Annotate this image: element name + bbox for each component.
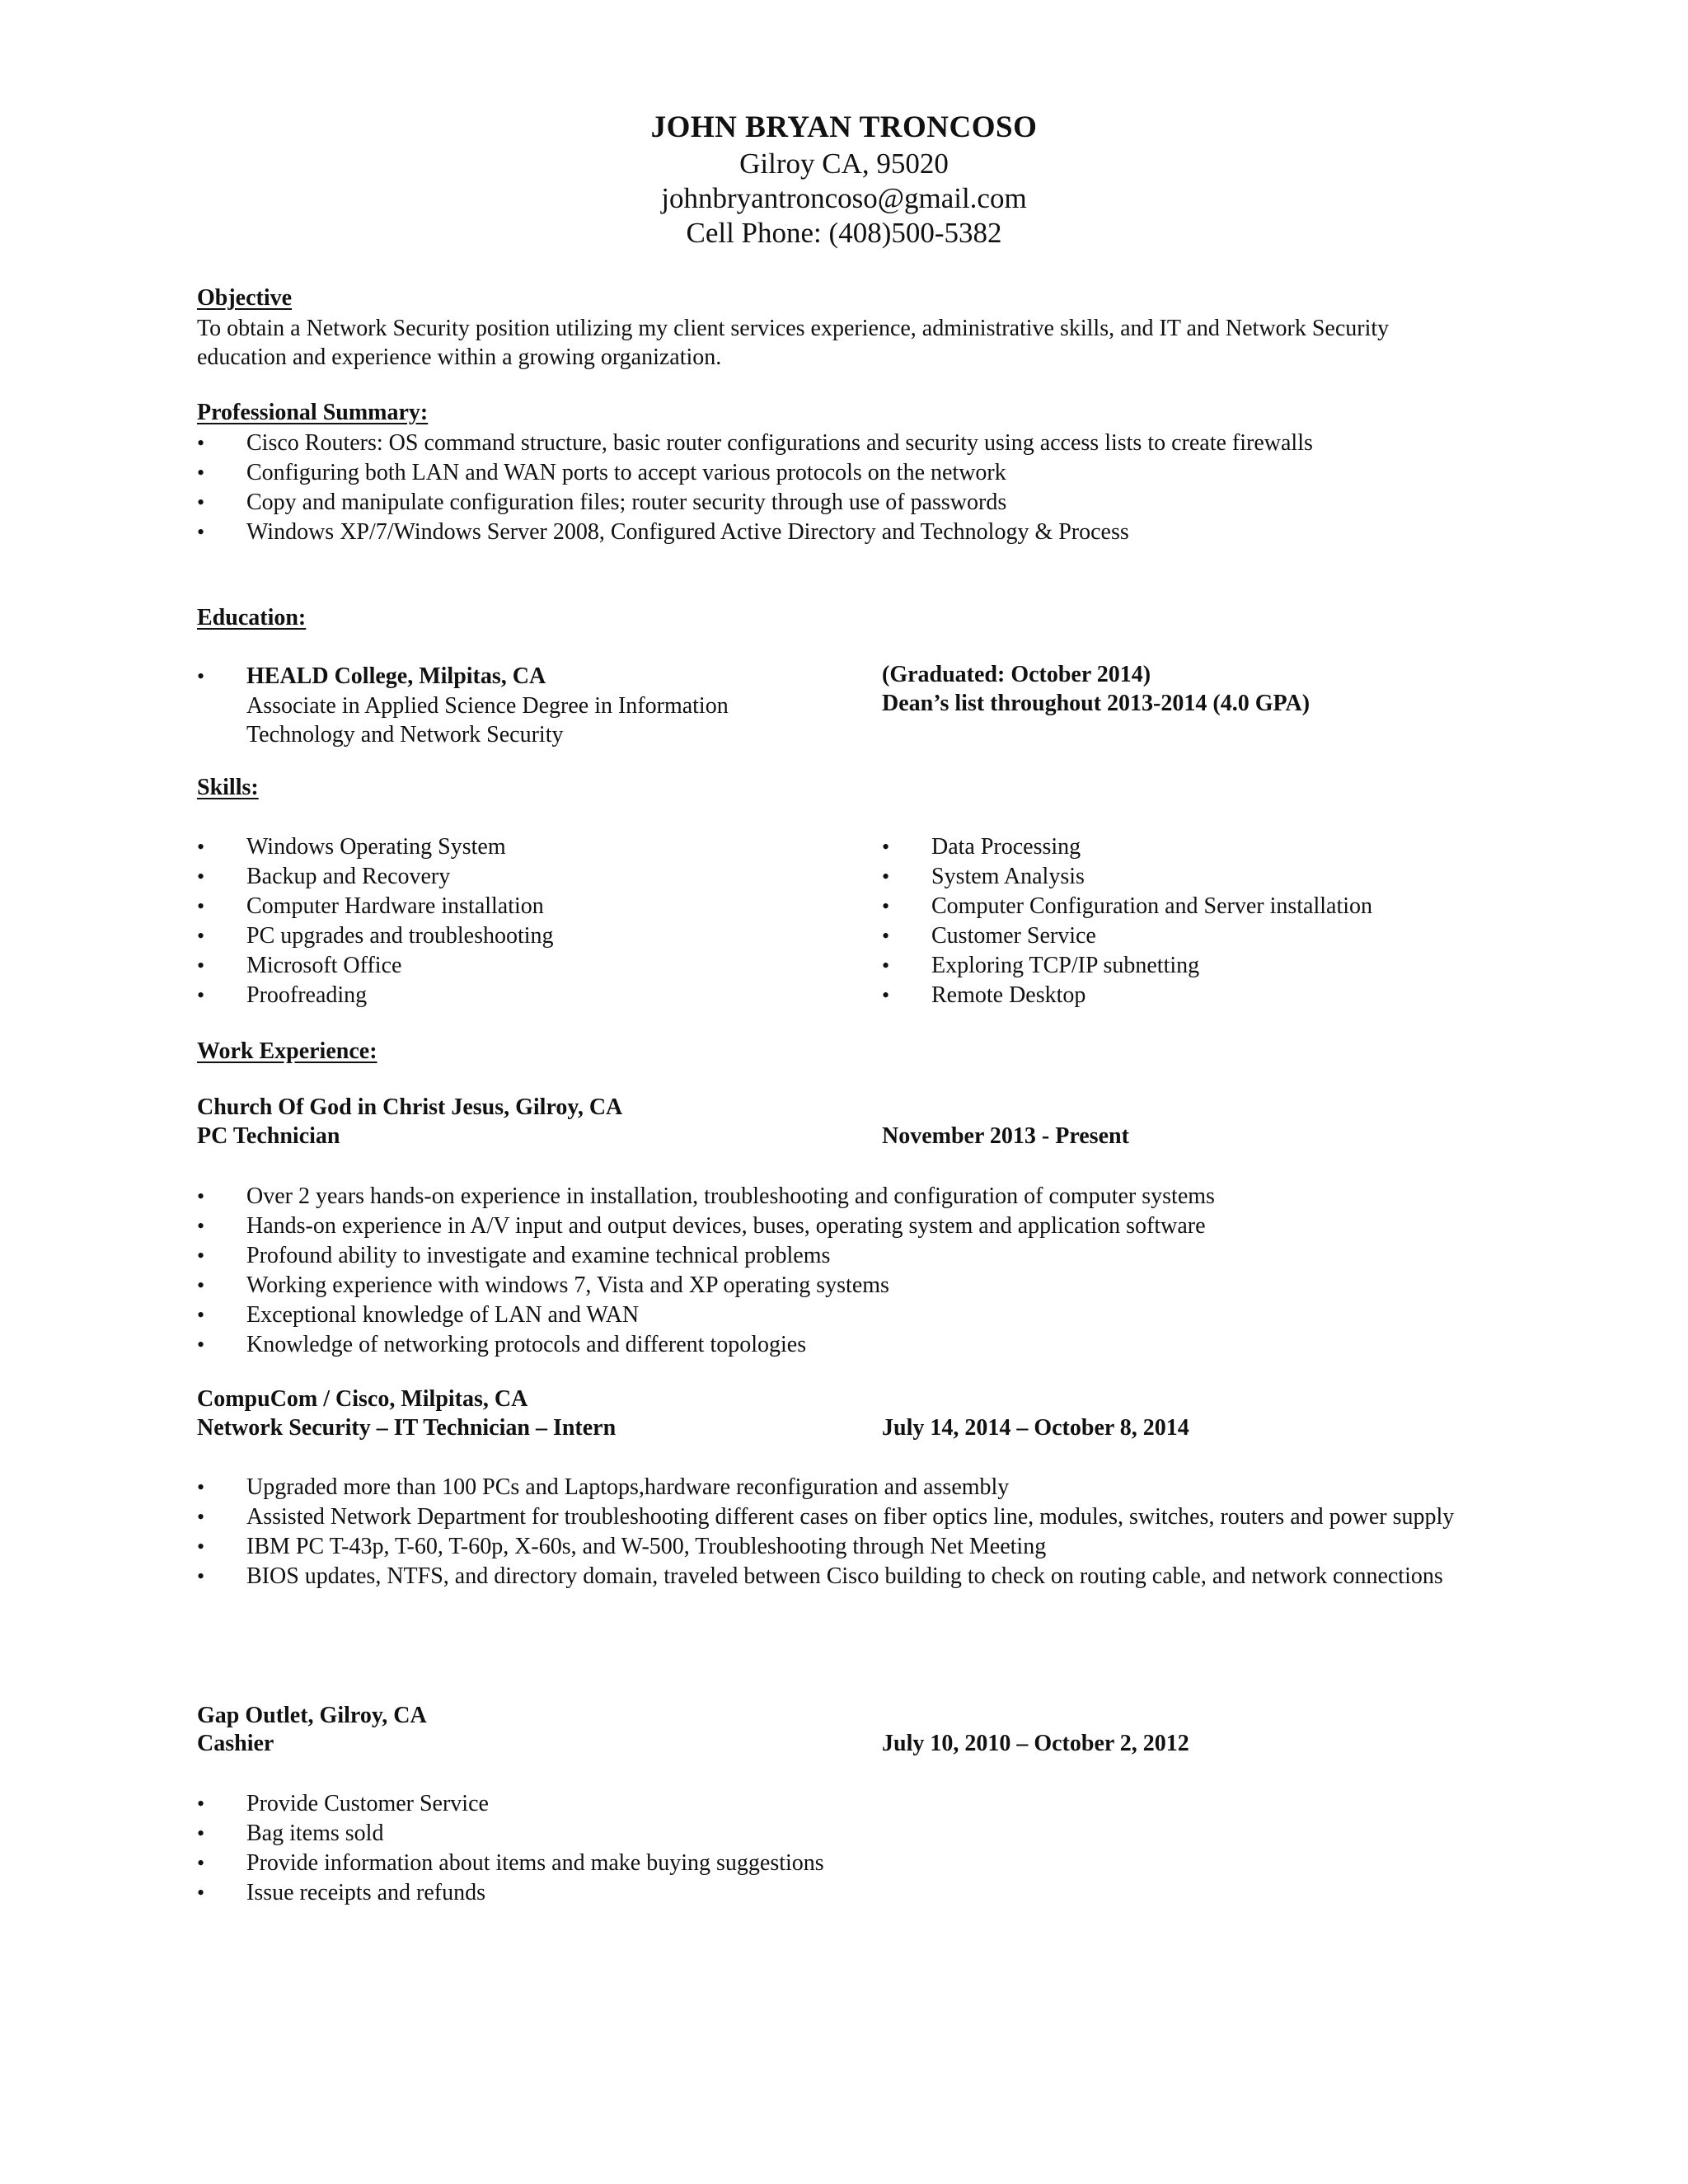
list-item: • Copy and manipulate configuration files; router security through use of passwords bbox=[197, 488, 1499, 518]
job-title: Network Security – IT Technician – Intern bbox=[197, 1415, 617, 1441]
list-item: • Issue receipts and refunds bbox=[197, 1878, 1499, 1908]
list-item: • Upgraded more than 100 PCs and Laptops,hardware reconfiguration and assembly bbox=[197, 1474, 1466, 1502]
list-item: • Over 2 years hands-on experience in installation, troubleshooting and configuration of computer systems bbox=[197, 1182, 1499, 1212]
summary-list bbox=[197, 429, 1499, 547]
skills-list-left bbox=[197, 832, 856, 1010]
job-dates: July 14, 2014 – October 8, 2014 bbox=[882, 1415, 1189, 1441]
skill-item: • System Analysis bbox=[882, 862, 1624, 892]
list-item: • Assisted Network Department for troubleshooting different cases on fiber optics line, modules, switches, routers and power supply bbox=[197, 1503, 1466, 1531]
degree-line: Technology and Network Security bbox=[246, 722, 564, 748]
skill-item: • Windows Operating System bbox=[197, 832, 856, 862]
list-item: • Cisco Routers: OS command structure, basic router configurations and security using access lists to create firewalls bbox=[197, 429, 1499, 458]
skill-item: • Exploring TCP/IP subnetting bbox=[882, 951, 1624, 981]
job-employer: Gap Outlet, Gilroy, CA bbox=[197, 1703, 427, 1728]
job-duties-list bbox=[197, 1182, 1499, 1360]
job-title: PC Technician bbox=[197, 1123, 340, 1149]
objective-text: To obtain a Network Security position utilizing my client services experience, administrative skills, and IT and Network Security education and experience within a growing organization. bbox=[197, 316, 1390, 370]
school-name: • HEALD College, Milpitas, CA bbox=[246, 663, 546, 689]
list-item: • Provide Customer Service bbox=[197, 1789, 1499, 1819]
job-employer: CompuCom / Cisco, Milpitas, CA bbox=[197, 1386, 528, 1412]
resume-header bbox=[0, 109, 1688, 251]
candidate-name: JOHN BRYAN TRONCOSO bbox=[650, 110, 1038, 144]
summary-heading: Professional Summary: bbox=[197, 400, 429, 425]
degree-line: Associate in Applied Science Degree in Information bbox=[246, 693, 729, 719]
list-item: • Working experience with windows 7, Vista and XP operating systems bbox=[197, 1271, 1499, 1301]
address-line: Gilroy CA, 95020 bbox=[739, 148, 949, 180]
skill-item: • Customer Service bbox=[882, 921, 1624, 951]
honors-line: Dean’s list throughout 2013-2014 (4.0 GPA) bbox=[882, 691, 1311, 716]
education-list bbox=[197, 662, 790, 749]
skills-heading: Skills: bbox=[197, 775, 259, 800]
objective-heading: Objective bbox=[197, 285, 293, 311]
phone-line: Cell Phone: (408)500-5382 bbox=[686, 217, 1002, 249]
list-item: • Configuring both LAN and WAN ports to accept various protocols on the network bbox=[197, 458, 1499, 488]
list-item: • Provide information about items and make buying suggestions bbox=[197, 1849, 1499, 1878]
list-item: • Hands-on experience in A/V input and output devices, buses, operating system and application software bbox=[197, 1212, 1499, 1241]
job-duties-list bbox=[197, 1474, 1466, 1592]
skill-item: • Computer Configuration and Server installation bbox=[882, 892, 1624, 921]
list-item: • Profound ability to investigate and examine technical problems bbox=[197, 1241, 1499, 1271]
job-dates: July 10, 2010 – October 2, 2012 bbox=[882, 1731, 1189, 1756]
list-item: • Windows XP/7/Windows Server 2008, Configured Active Directory and Technology & Process bbox=[197, 518, 1499, 547]
skills-list-right bbox=[882, 832, 1624, 1010]
job-employer: Church Of God in Christ Jesus, Gilroy, CA bbox=[197, 1094, 623, 1120]
job-title: Cashier bbox=[197, 1731, 274, 1756]
skill-item: • Data Processing bbox=[882, 832, 1624, 862]
list-item: • Bag items sold bbox=[197, 1819, 1499, 1849]
email-line: johnbryantroncoso@gmail.com bbox=[661, 182, 1027, 214]
skill-item: • Proofreading bbox=[197, 981, 856, 1010]
list-item: • Exceptional knowledge of LAN and WAN bbox=[197, 1301, 1499, 1330]
skill-item: • Remote Desktop bbox=[882, 981, 1624, 1010]
education-entry bbox=[197, 662, 790, 749]
job-dates: November 2013 - Present bbox=[882, 1123, 1129, 1149]
list-item: • BIOS updates, NTFS, and directory domain, traveled between Cisco building to check on routing cable, and network connections bbox=[197, 1563, 1466, 1591]
skill-item: • Backup and Recovery bbox=[197, 862, 856, 892]
list-item: • IBM PC T-43p, T-60, T-60p, X-60s, and W-500, Troubleshooting through Net Meeting bbox=[197, 1533, 1466, 1561]
skill-item: • Computer Hardware installation bbox=[197, 892, 856, 921]
graduation-date: (Graduated: October 2014) bbox=[882, 662, 1151, 687]
job-duties-list bbox=[197, 1789, 1499, 1908]
work-heading: Work Experience: bbox=[197, 1038, 377, 1064]
education-heading: Education: bbox=[197, 605, 307, 630]
skill-item: • PC upgrades and troubleshooting bbox=[197, 921, 856, 951]
list-item: • Knowledge of networking protocols and different topologies bbox=[197, 1330, 1499, 1360]
skill-item: • Microsoft Office bbox=[197, 951, 856, 981]
